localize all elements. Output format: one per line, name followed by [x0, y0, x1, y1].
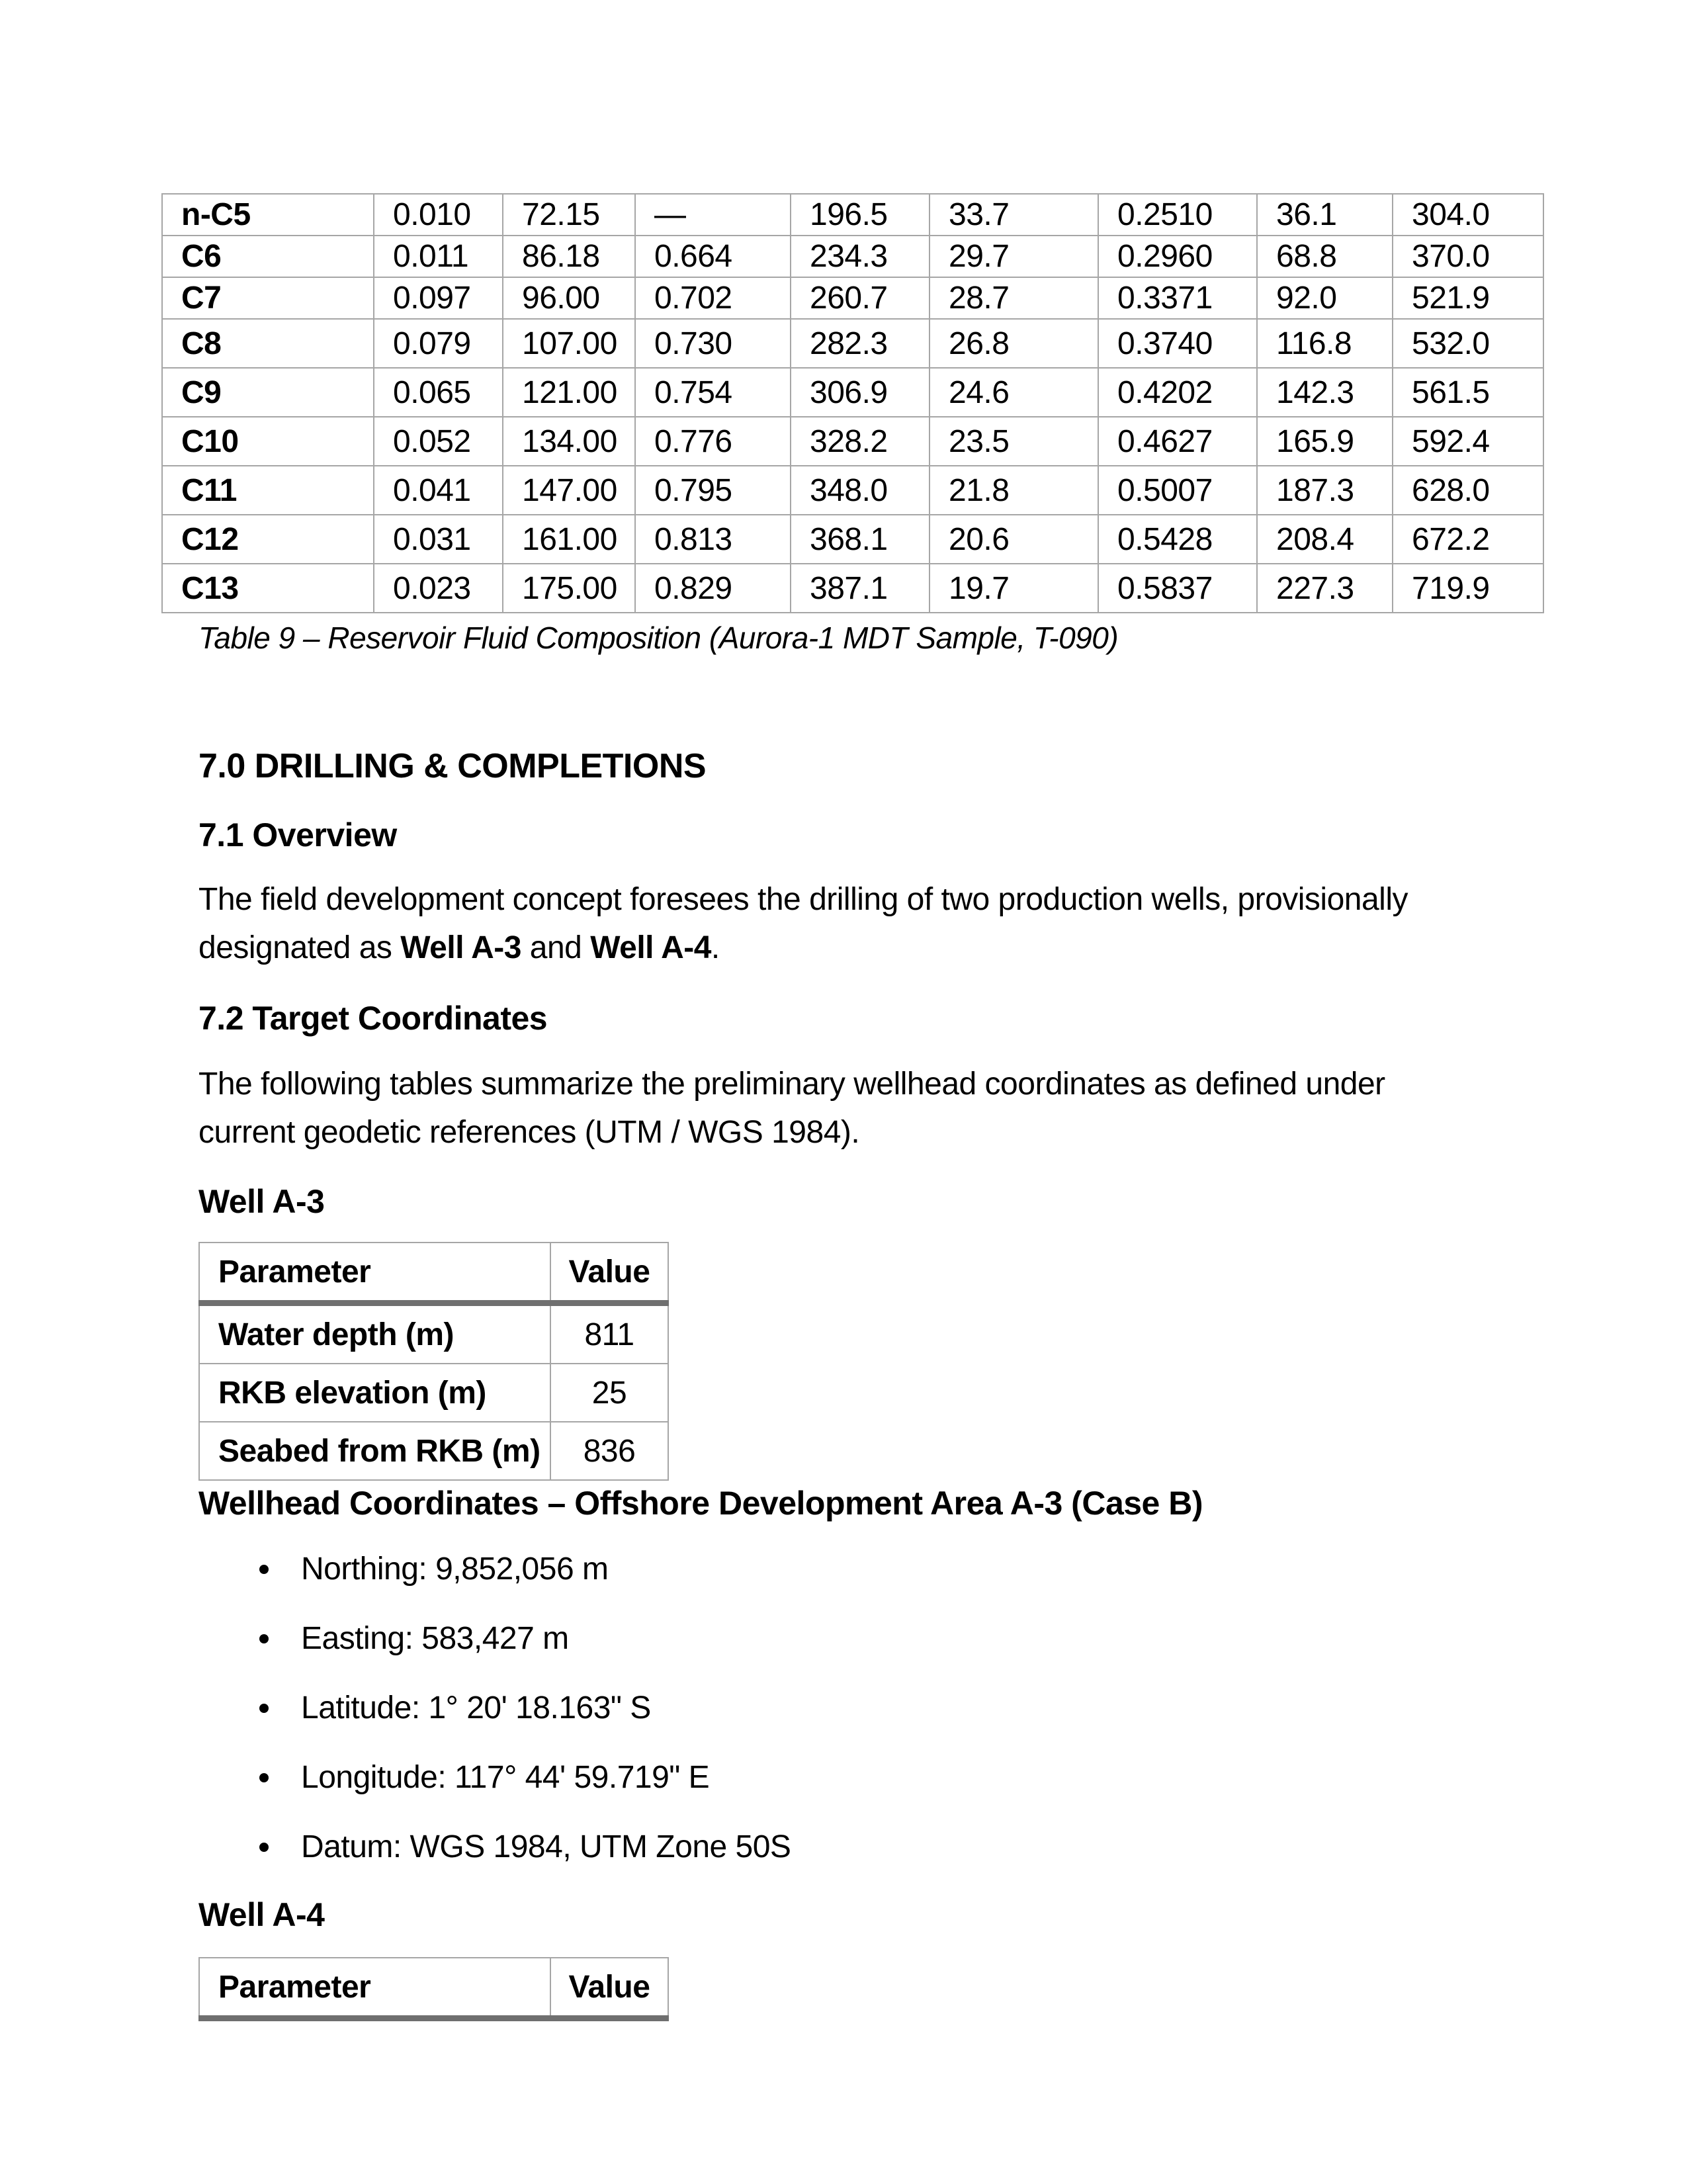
- component-cell: C8: [162, 319, 374, 368]
- well-a4-parameters-table: [198, 1957, 669, 2021]
- value-cell: 36.1: [1257, 194, 1393, 236]
- paragraph-line: [198, 924, 1528, 972]
- value-cell: 370.0: [1393, 236, 1543, 277]
- value-cell: 0.023: [374, 564, 503, 613]
- table-row: [162, 417, 1543, 466]
- paragraph-line: The field development concept foresees the drilling of two production wells, provisionally: [198, 882, 1408, 917]
- value-cell: 28.7: [930, 277, 1098, 319]
- value-cell: 719.9: [1393, 564, 1543, 613]
- fluid-composition-table-wrap: [161, 193, 1687, 613]
- value-cell: 260.7: [791, 277, 930, 319]
- overview-paragraph: [198, 875, 1528, 972]
- value-cell: 21.8: [930, 466, 1098, 515]
- value-cell: 0.041: [374, 466, 503, 515]
- value-cell: 0.2510: [1098, 194, 1257, 236]
- component-cell: C12: [162, 515, 374, 564]
- value-cell: 0.065: [374, 368, 503, 417]
- value-cell: 26.8: [930, 319, 1098, 368]
- value-cell: 328.2: [791, 417, 930, 466]
- parameter-cell: Water depth (m): [199, 1303, 550, 1364]
- value-cell: 348.0: [791, 466, 930, 515]
- parameter-cell: RKB elevation (m): [199, 1364, 550, 1422]
- value-cell: 387.1: [791, 564, 930, 613]
- value-cell: 0.031: [374, 515, 503, 564]
- value-cell: 521.9: [1393, 277, 1543, 319]
- component-cell: C10: [162, 417, 374, 466]
- paragraph-line: current geodetic references (UTM / WGS 1984).: [198, 1115, 860, 1150]
- value-cell: 24.6: [930, 368, 1098, 417]
- parameter-header-cell: Parameter: [199, 1958, 550, 2019]
- component-cell: C7: [162, 277, 374, 319]
- value-cell: 0.4627: [1098, 417, 1257, 466]
- value-cell: 0.776: [635, 417, 791, 466]
- table-row: [162, 194, 1543, 236]
- value-cell: 306.9: [791, 368, 930, 417]
- well-a3-parameters-table: [198, 1242, 669, 1481]
- list-item: Latitude: 1° 20' 18.163" S: [198, 1684, 1687, 1732]
- coordinates-bullet-list: [198, 1545, 1687, 1871]
- value-cell: 0.730: [635, 319, 791, 368]
- table-row: [162, 564, 1543, 613]
- value-cell: 96.00: [503, 277, 635, 319]
- value-cell: 175.00: [503, 564, 635, 613]
- value-header-cell: Value: [550, 1243, 668, 1303]
- value-cell: 672.2: [1393, 515, 1543, 564]
- paragraph-text: .: [711, 930, 720, 965]
- list-item: Easting: 583,427 m: [198, 1614, 1687, 1663]
- value-cell: 0.754: [635, 368, 791, 417]
- value-cell: 0.5007: [1098, 466, 1257, 515]
- paragraph-text: and: [521, 930, 591, 965]
- section-heading-7-0: 7.0 DRILLING & COMPLETIONS: [198, 747, 707, 785]
- section-heading-7-1: 7.1 Overview: [198, 816, 397, 853]
- value-cell: 0.2960: [1098, 236, 1257, 277]
- value-cell: 0.795: [635, 466, 791, 515]
- table-row: [162, 515, 1543, 564]
- value-cell: 592.4: [1393, 417, 1543, 466]
- value-cell: 20.6: [930, 515, 1098, 564]
- value-cell: 628.0: [1393, 466, 1543, 515]
- value-cell: 0.664: [635, 236, 791, 277]
- value-cell: 29.7: [930, 236, 1098, 277]
- wellhead-coordinates-heading: Wellhead Coordinates – Offshore Development Area A-3 (Case B): [198, 1485, 1203, 1522]
- value-cell: 187.3: [1257, 466, 1393, 515]
- value-cell: 33.7: [930, 194, 1098, 236]
- list-item: Longitude: 117° 44' 59.719" E: [198, 1753, 1687, 1802]
- table-row: [199, 1303, 668, 1364]
- value-cell: 0.702: [635, 277, 791, 319]
- well-a3-table-wrap: [198, 1242, 1687, 1481]
- value-cell: 0.011: [374, 236, 503, 277]
- value-cell: 811: [550, 1303, 668, 1364]
- value-cell: 19.7: [930, 564, 1098, 613]
- table-row: [162, 319, 1543, 368]
- value-cell: 0.813: [635, 515, 791, 564]
- well-a4-name: Well A-4: [590, 930, 711, 965]
- component-cell: C9: [162, 368, 374, 417]
- well-a4-table-wrap: [198, 1957, 1687, 2021]
- value-cell: 561.5: [1393, 368, 1543, 417]
- value-cell: 368.1: [791, 515, 930, 564]
- list-item: Datum: WGS 1984, UTM Zone 50S: [198, 1823, 1687, 1871]
- value-cell: 142.3: [1257, 368, 1393, 417]
- value-cell: 165.9: [1257, 417, 1393, 466]
- value-cell: 23.5: [930, 417, 1098, 466]
- component-cell: C13: [162, 564, 374, 613]
- section-heading-7-2: 7.2 Target Coordinates: [198, 1000, 548, 1037]
- value-cell: 68.8: [1257, 236, 1393, 277]
- table-row: [162, 277, 1543, 319]
- value-cell: 234.3: [791, 236, 930, 277]
- value-cell: 134.00: [503, 417, 635, 466]
- value-cell: 25: [550, 1364, 668, 1422]
- table-row: [162, 236, 1543, 277]
- value-cell: 0.079: [374, 319, 503, 368]
- value-cell: 208.4: [1257, 515, 1393, 564]
- value-cell: 72.15: [503, 194, 635, 236]
- value-cell: 0.5837: [1098, 564, 1257, 613]
- table-row: [162, 368, 1543, 417]
- value-cell: 836: [550, 1422, 668, 1480]
- parameter-header-cell: Parameter: [199, 1243, 550, 1303]
- value-cell: 0.3371: [1098, 277, 1257, 319]
- value-cell: 116.8: [1257, 319, 1393, 368]
- component-cell: n-C5: [162, 194, 374, 236]
- table-row: [199, 1364, 668, 1422]
- value-cell: 0.5428: [1098, 515, 1257, 564]
- value-cell: 0.3740: [1098, 319, 1257, 368]
- table-row: [199, 1422, 668, 1480]
- table-header-row: [199, 1243, 668, 1303]
- paragraph-text: designated as: [198, 930, 401, 965]
- value-cell: 0.829: [635, 564, 791, 613]
- table-header-row: [199, 1958, 668, 2019]
- value-cell: 0.010: [374, 194, 503, 236]
- value-cell: 107.00: [503, 319, 635, 368]
- value-cell: 304.0: [1393, 194, 1543, 236]
- value-cell: 196.5: [791, 194, 930, 236]
- value-cell: 282.3: [791, 319, 930, 368]
- fluid-composition-table: [161, 193, 1544, 613]
- component-cell: C6: [162, 236, 374, 277]
- well-a3-name: Well A-3: [400, 930, 521, 965]
- value-cell: 0.097: [374, 277, 503, 319]
- component-cell: C11: [162, 466, 374, 515]
- paragraph-line: The following tables summarize the preliminary wellhead coordinates as defined under: [198, 1067, 1385, 1102]
- table-row: [162, 466, 1543, 515]
- parameter-cell: Seabed from RKB (m): [199, 1422, 550, 1480]
- well-a4-heading: Well A-4: [198, 1896, 325, 1933]
- value-header-cell: Value: [550, 1958, 668, 2019]
- table-caption: Table 9 – Reservoir Fluid Composition (Aurora-1 MDT Sample, T-090): [198, 621, 1119, 655]
- value-cell: 86.18: [503, 236, 635, 277]
- value-cell: 147.00: [503, 466, 635, 515]
- coordinates-paragraph: [198, 1060, 1528, 1157]
- well-a3-heading: Well A-3: [198, 1183, 325, 1220]
- value-cell: 227.3: [1257, 564, 1393, 613]
- value-cell: 532.0: [1393, 319, 1543, 368]
- value-cell: 0.052: [374, 417, 503, 466]
- value-cell: 161.00: [503, 515, 635, 564]
- list-item: Northing: 9,852,056 m: [198, 1545, 1687, 1593]
- value-cell: —: [635, 194, 791, 236]
- value-cell: 121.00: [503, 368, 635, 417]
- value-cell: 92.0: [1257, 277, 1393, 319]
- value-cell: 0.4202: [1098, 368, 1257, 417]
